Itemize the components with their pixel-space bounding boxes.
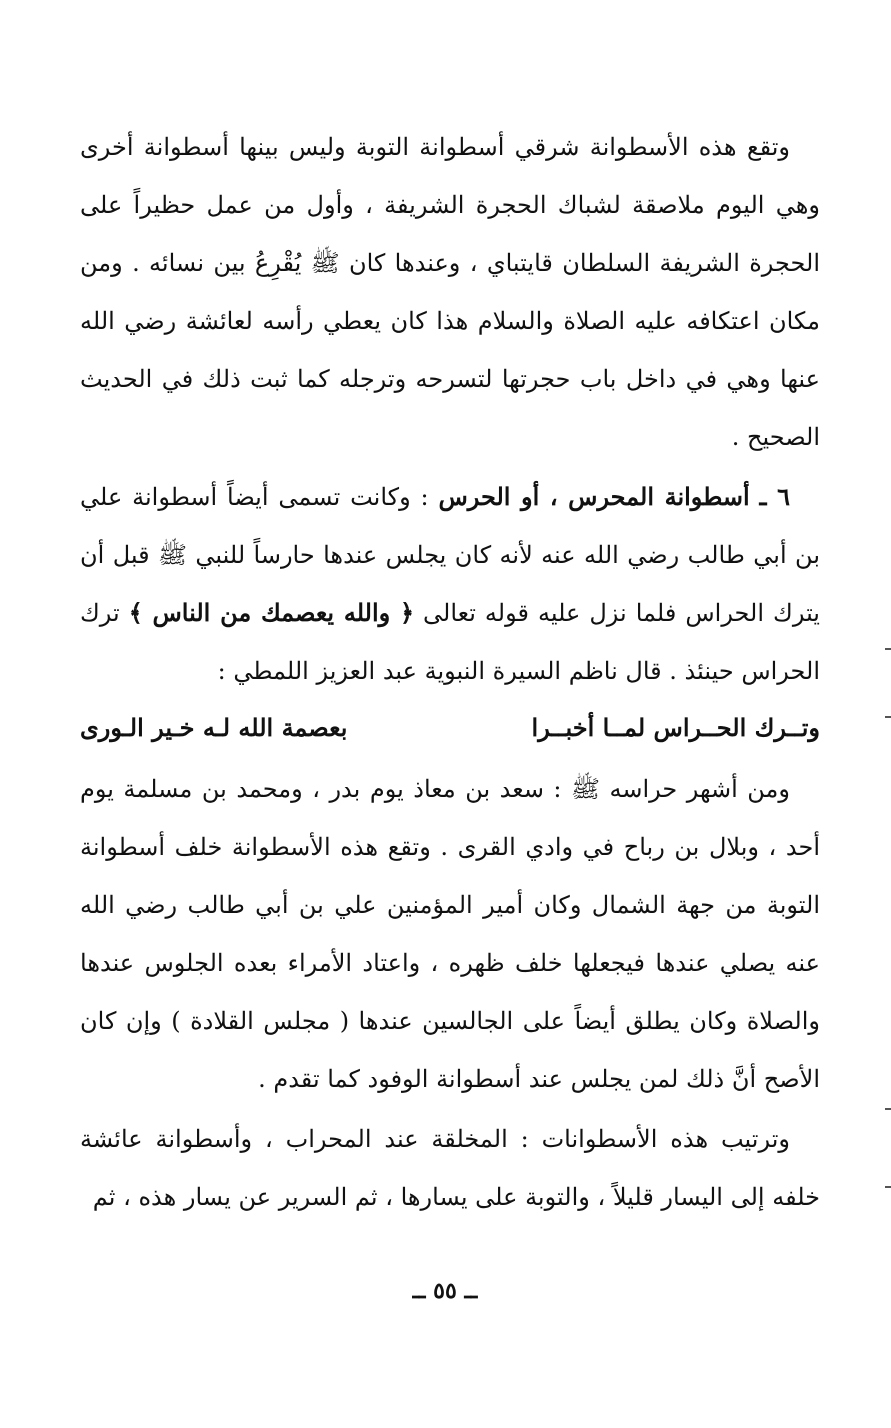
poetry-verse: [80, 703, 820, 753]
paragraph-text: ترك الحراس حينئذ . قال ناظم السيرة النبوية عبد العزيز اللمطي :: [80, 599, 820, 685]
scan-edge-mark: [885, 1186, 891, 1188]
paragraph-text: ومن أشهر حراسه ﷺ : سعد بن معاذ يوم بدر ، ومحمد بن مسلمة يوم أحد ، وبلال بن رباح في وادي القرى . وتقع هذه الأسطوانة خلف أسطوانة التوبة من جهة الشمال وكان أمير المؤمنين علي بن أبي طالب رضي الله عنه يصلي عندها فيجعلها خلف ظهره ، واعتاد الأمراء بعده الجلوس عندها والصلاة وكان يطلق أيضاً على الجالسين عندها ( مجلس القلادة ) وإن كان الأصح أنَّ ذلك لمن يجلس عند أسطوانة الوفود كما تقدم .: [80, 775, 820, 1093]
paragraph-text: وتقع هذه الأسطوانة شرقي أسطوانة التوبة وليس بينها أسطوانة أخرى وهي اليوم ملاصقة لشباك الحجرة الشريفة ، وأول من عمل حظيراً على الحجرة الشريفة السلطان قايتباي ، وعندها كان ﷺ يُقْرِعُ بين نسائه . ومن مكان اعتكافه عليه الصلاة والسلام هذا كان يعطي رأسه لعائشة رضي الله عنها وهي في داخل باب حجرتها لتسرحه وترجله كما ثبت ذلك في الحديث الصحيح .: [80, 133, 821, 451]
paragraph-pillar-description: [80, 118, 820, 466]
page-number: ــ ٥٥ ــ: [412, 1278, 478, 1304]
scan-edge-mark: [885, 648, 891, 650]
quran-quote: ﴿ والله يعصمك من الناس ﴾: [128, 598, 415, 627]
scan-edge-mark: [885, 1108, 891, 1110]
section-number: ٦ ـ: [759, 482, 790, 511]
verse-first-hemistich: وتــرك الحــراس لمــا أخبــرا: [531, 713, 820, 742]
paragraph-guards: [80, 760, 820, 1108]
paragraph-text: : وكانت تسمى أيضاً أسطوانة علي بن أبي طالب رضي الله عنه لأنه كان يجلس عندها حارساً للنبي ﷺ قبل أن يترك الحراس فلما نزل عليه قوله تعالى: [80, 483, 820, 627]
scan-edge-mark: [885, 716, 891, 718]
paragraph-mihras-pillar: [80, 468, 820, 700]
verse-second-hemistich: بعصمة الله لـه خـير الـورى: [80, 713, 348, 742]
section-heading: أسطوانة المحرس ، أو الحرس: [438, 482, 750, 511]
paragraph-pillar-order: [80, 1110, 820, 1226]
paragraph-text: وترتيب هذه الأسطوانات : المخلقة عند المحراب ، وأسطوانة عائشة خلفه إلى اليسار قليلاً ، والتوبة على يسارها ، ثم السرير عن يسار هذه ، ثم: [80, 1125, 820, 1211]
